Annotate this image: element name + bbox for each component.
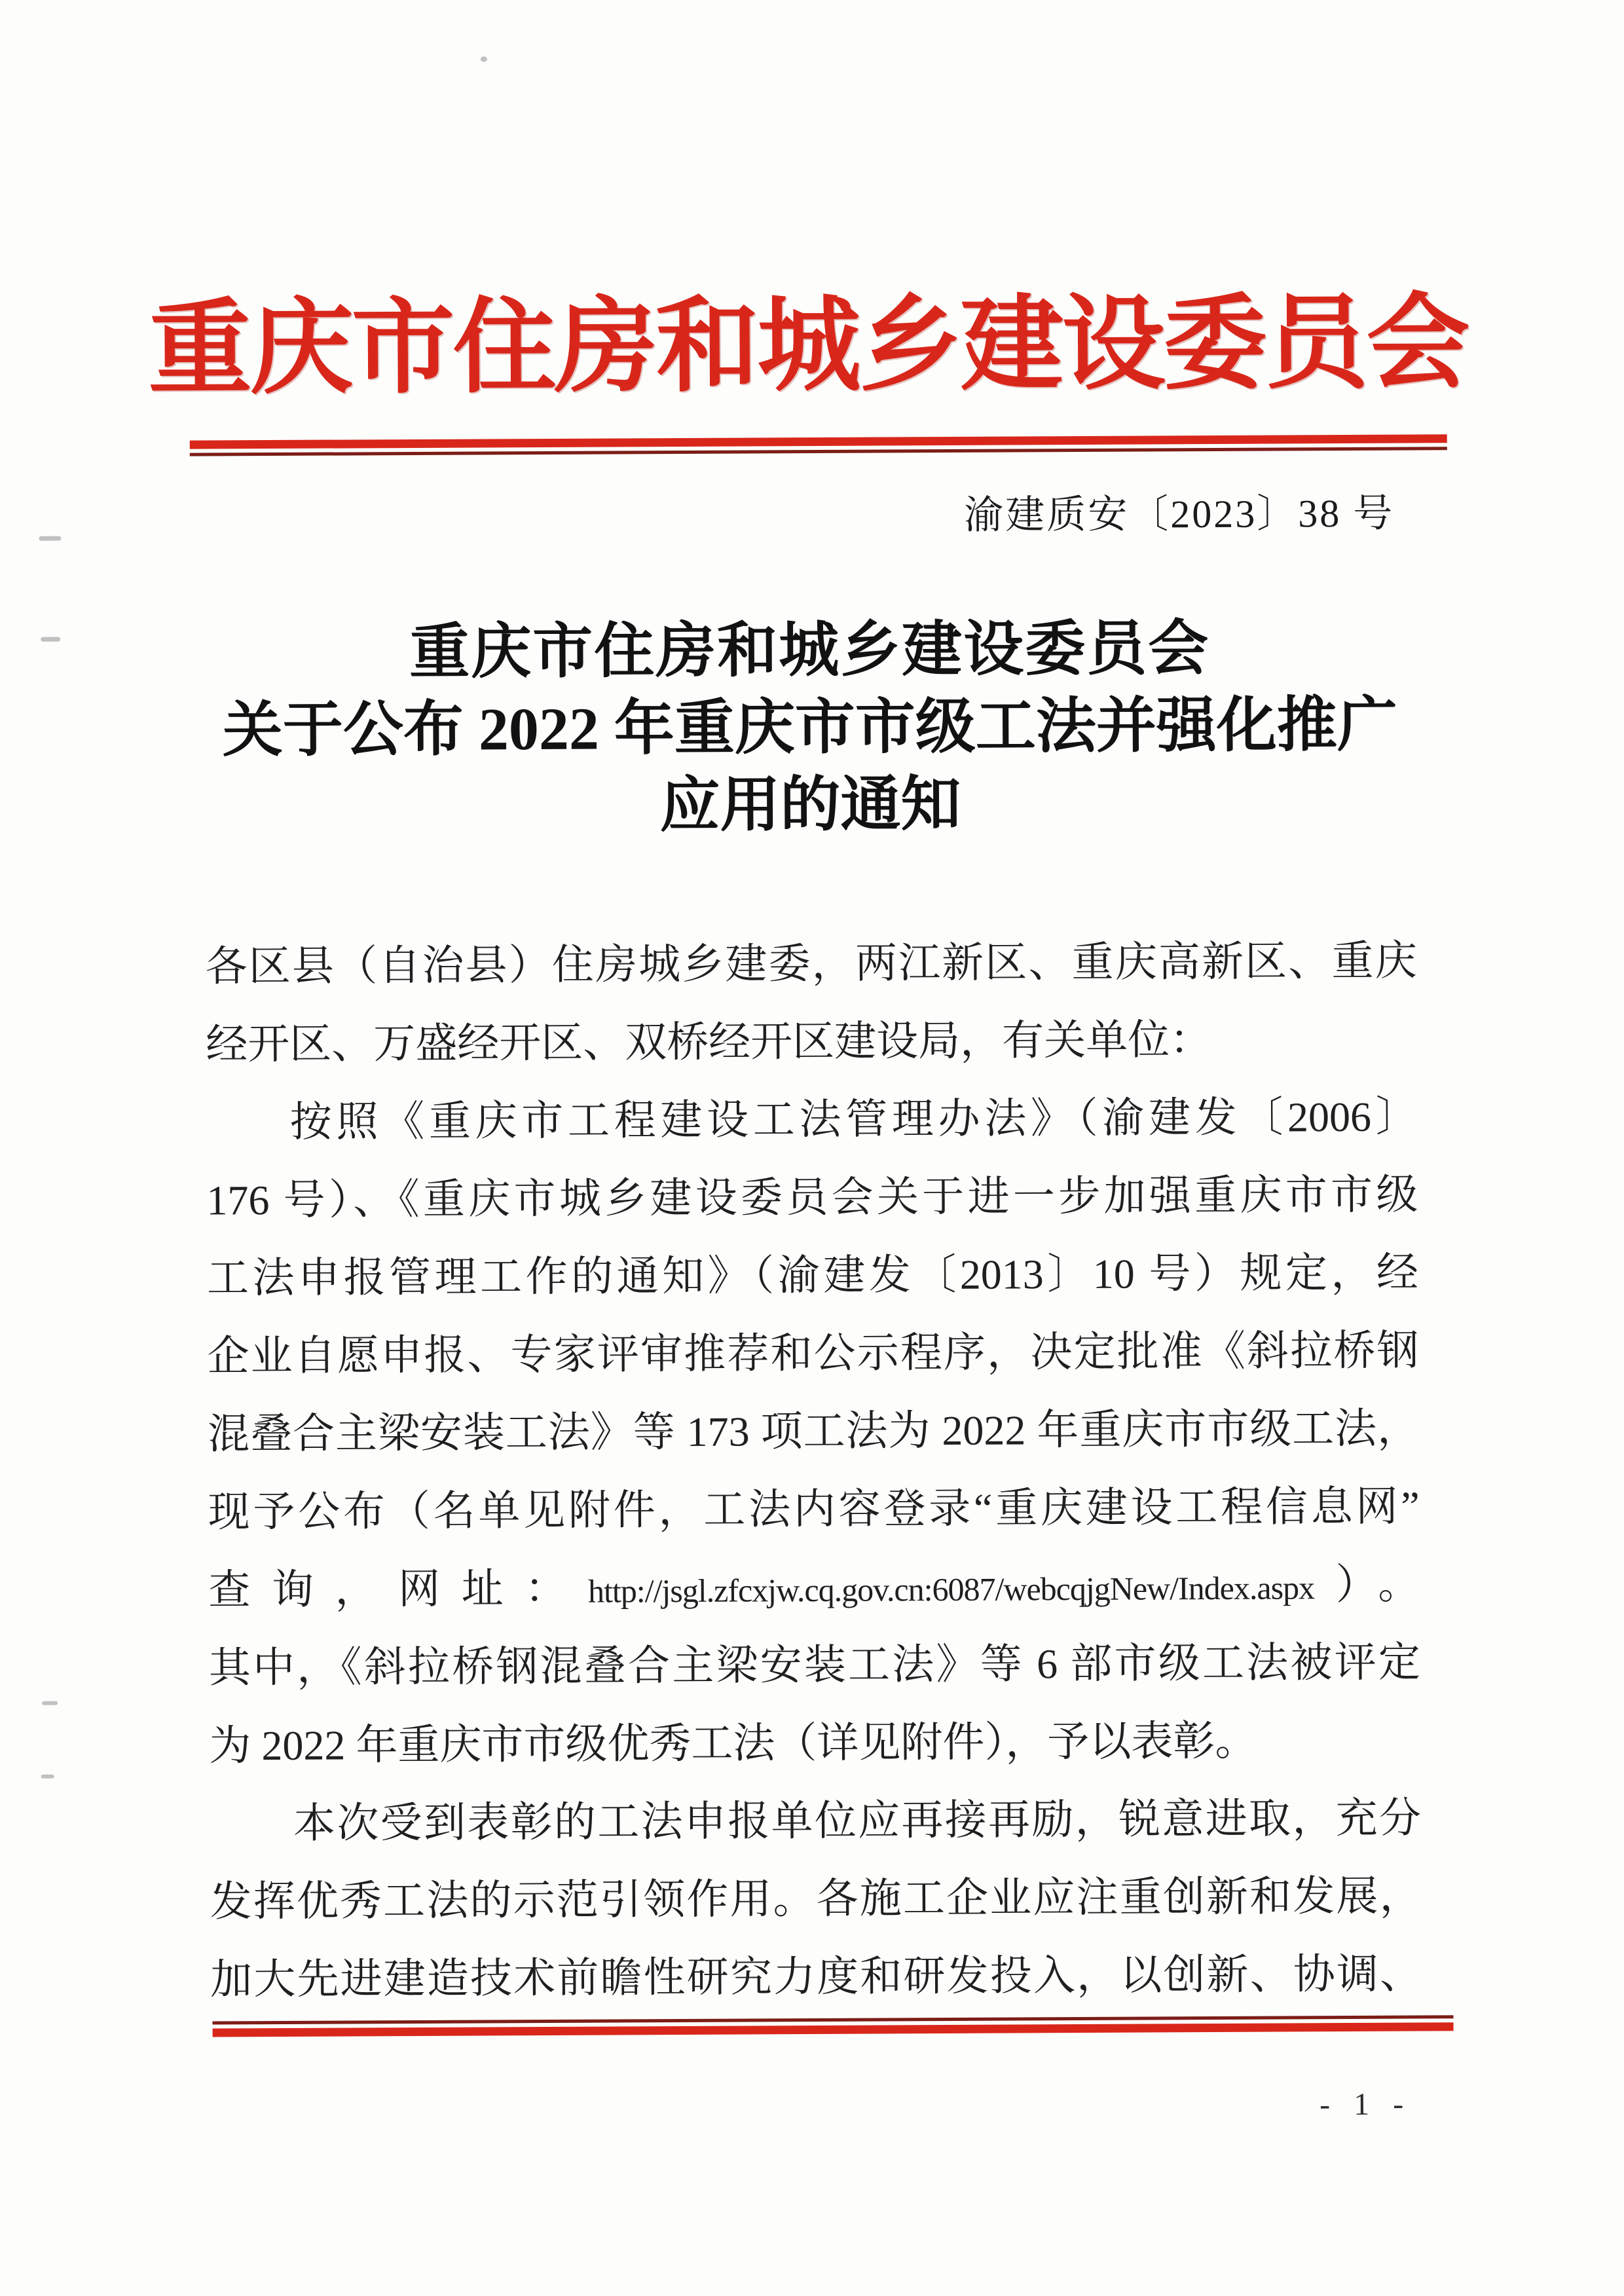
body-line-text: 查询，网址：: [208, 1565, 589, 1614]
divider-thin-line: [190, 447, 1447, 456]
document-title: [0, 608, 1623, 847]
body-line: 发挥优秀工法的示范引领作用。各施工企业应注重创新和发展，: [210, 1872, 1422, 1925]
body-line: 现予公布（名单见附件，工法内容登录“重庆建设工程信息网”: [208, 1483, 1420, 1536]
body-line: 176 号）、《重庆市城乡建设委员会关于进一步加强重庆市市级: [206, 1171, 1418, 1224]
scan-speck: [39, 536, 61, 541]
body-line: 按照《重庆市工程建设工法管理办法》（渝建发〔2006〕: [289, 1093, 1418, 1145]
body-line: 工法申报管理工作的通知》（渝建发〔2013〕10 号）规定，经: [206, 1249, 1419, 1302]
scan-speck: [42, 1701, 58, 1705]
body-line: 本次受到表彰的工法申报单位应再接再励，锐意进取，充分: [293, 1794, 1422, 1847]
body-line: 为 2022 年重庆市市级优秀工法（详见附件），予以表彰。: [209, 1717, 1257, 1769]
document-title-line-3: 应用的通知: [659, 770, 961, 840]
page-number: - 1 -: [1320, 2086, 1412, 2122]
body-url-text: http://jsgl.zfcxjw.cq.gov.cn:6087/webcqjgNew/Index.aspx: [587, 1569, 1315, 1610]
body-line: 企业自愿申报、专家评审推荐和公示程序，决定批准《斜拉桥钢: [207, 1327, 1419, 1380]
footer-divider: [213, 2015, 1454, 2037]
document-body: [205, 921, 1422, 2018]
body-line: 经开区、万盛经开区、双桥经开区建设局，有关单位：: [206, 1016, 1212, 1068]
divider-thick-line: [213, 2022, 1454, 2037]
body-line: 各区县（自治县）住房城乡建委，两江新区、重庆高新区、重庆: [205, 937, 1417, 990]
body-line: 其中，《斜拉桥钢混叠合主梁安装工法》等 6 部市级工法被评定: [208, 1639, 1421, 1692]
body-line: 混叠合主梁安装工法》等 173 项工法为 2022 年重庆市市级工法，: [207, 1405, 1420, 1458]
scan-speck: [41, 1775, 54, 1779]
document-title-line-1: 重庆市住房和城乡建设委员会: [409, 615, 1210, 686]
document-number: 渝建质安〔2023〕38 号: [964, 491, 1395, 537]
document-title-line-2: 关于公布 2022 年重庆市市级工法并强化推广: [222, 691, 1398, 764]
scan-speck: [481, 56, 487, 62]
body-line: [208, 1545, 1420, 1629]
letterhead-title: 重庆市住房和城乡建设委员会: [148, 286, 1468, 407]
body-line: 加大先进建造技术前瞻性研究力度和研发投入，以创新、协调、: [210, 1950, 1422, 2003]
letterhead-divider: [190, 434, 1447, 456]
scan-speck: [41, 637, 60, 642]
body-line-text: ）。: [1314, 1561, 1420, 1608]
divider-thick-line: [190, 434, 1447, 449]
